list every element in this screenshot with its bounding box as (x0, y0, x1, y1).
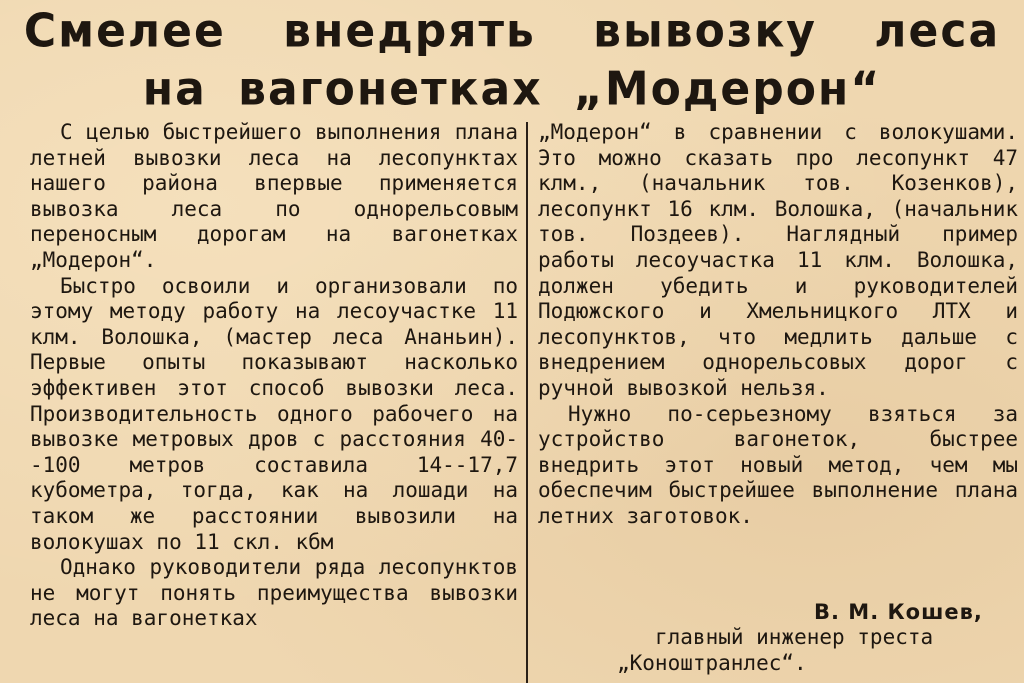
paragraph-left-2: Быстро освоили и организовали по этому методу работу на лесоучастке 11 клм. Волошка, (мастер леса Ананьин). Первые опыты показывают насколько эффективен этот способ вывозки леса. Производительность одного рабочего на вывозке метровых дров с расстояния 40--100 метров составила 14--17,7 кубометра, тогда, как на лошади на таком же расстоянии вывозили на волокушах по 11 скл. кбм (30, 273, 518, 554)
headline-line-1: Смелее внедрять вывозку леса (23, 4, 1001, 59)
paragraph-right-1: „Модерон“ в сравнении с волокушами. Это можно сказать про лесопункт 47 клм., (начальник тов. Козенков), лесопункт 16 клм. Волошка, (начальник тов. Поздеев). Наглядный пример работы лесоучастка 11 клм. Волошка, должен убедить и руководителей Подюжского и Хмельницкого ЛТХ и лесопунктов, что медлить дальше с внедрением однорельсовых дорог с ручной вывозкой нельзя. (538, 120, 1018, 400)
left-column (30, 120, 518, 683)
column-divider (526, 122, 528, 683)
signature-organization: „Коноштранлес“. (617, 651, 807, 675)
signature-name: В. М. Кошев, (814, 600, 983, 624)
paragraph-right-2: Нужно по-серьезному взяться за устройство вагонеток, быстрее внедрить этот новый метод, чем мы обеспечим быстрейшее выполнение плана летних заготовок. (538, 401, 1018, 528)
paragraph-left-3: Однако руководители ряда лесопунктов не могут понять преимущества вывозки леса на вагонетках (30, 555, 518, 631)
paragraph-left-1: С целью быстрейшего выполнения плана летней вывозки леса на лесопунктах нашего района впервые применяется вывозка леса по однорельсовым переносным дорогам на вагонетках „Модерон“. (30, 120, 518, 272)
signature-title: главный инженер треста (655, 625, 934, 649)
headline-line-2: на вагонетках „Модерон“ (142, 62, 882, 117)
right-column (538, 120, 1018, 683)
